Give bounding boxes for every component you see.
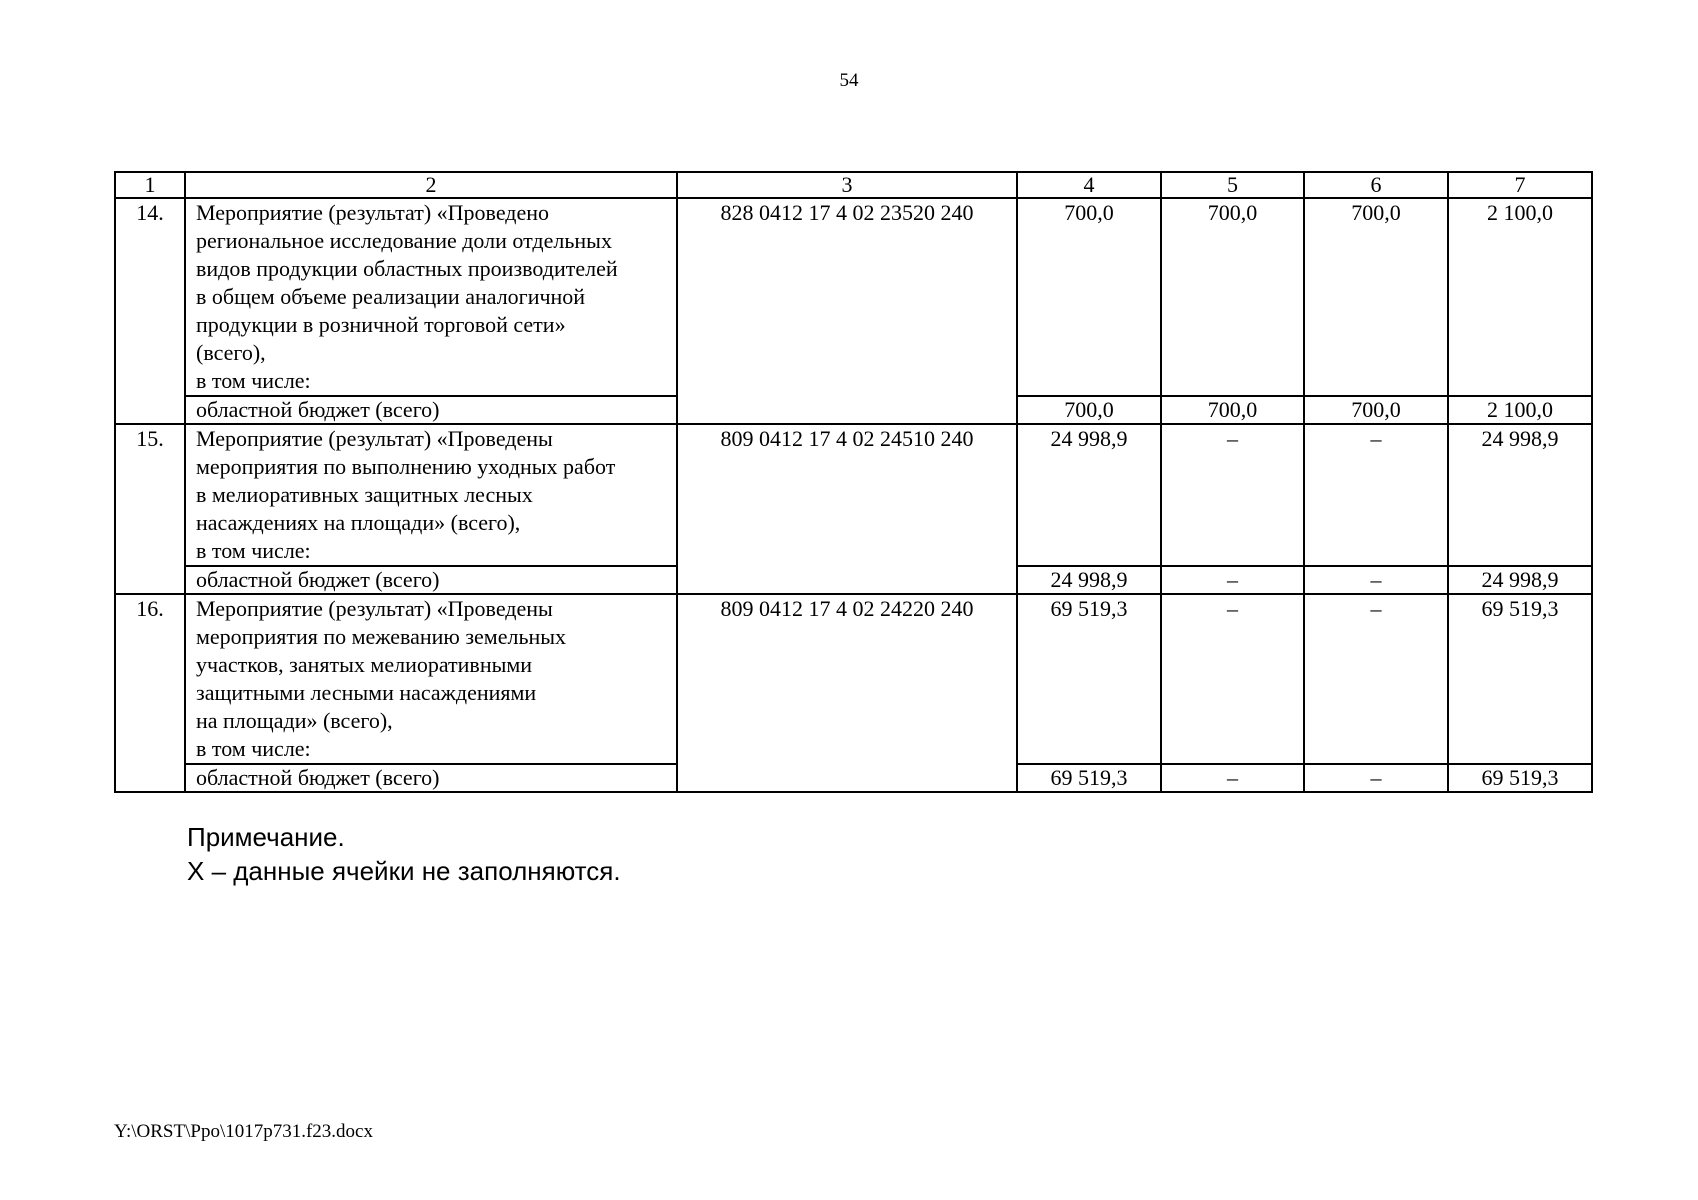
subvalue-col6: – xyxy=(1304,764,1448,792)
row-description xyxy=(185,198,677,396)
table-row xyxy=(115,198,1592,396)
table-header-row xyxy=(115,172,1592,198)
description-line: Мероприятие (результат) «Проведены xyxy=(196,426,553,451)
subrow-label: областной бюджет (всего) xyxy=(185,566,677,594)
value-col6: – xyxy=(1304,594,1448,764)
subrow-label: областной бюджет (всего) xyxy=(185,396,677,424)
description-line: защитными лесными насаждениями xyxy=(196,680,537,705)
value-col4: 69 519,3 xyxy=(1017,594,1161,764)
subvalue-col7: 24 998,9 xyxy=(1448,566,1592,594)
header-cell: 6 xyxy=(1304,172,1448,198)
description-line: (всего), xyxy=(196,340,266,365)
note-text: Х – данные ячейки не заполняются. xyxy=(187,856,621,886)
header-cell: 1 xyxy=(115,172,185,198)
description-line: на площади» (всего), xyxy=(196,708,393,733)
description-line: в общем объеме реализации аналогичной xyxy=(196,284,586,309)
subrow-label: областной бюджет (всего) xyxy=(185,764,677,792)
value-col4: 24 998,9 xyxy=(1017,424,1161,566)
value-col5: – xyxy=(1161,424,1304,566)
budget-code: 809 0412 17 4 02 24220 240 xyxy=(677,594,1017,792)
description-line: региональное исследование доли отдельных xyxy=(196,228,612,253)
description-line: продукции в розничной торговой сети» xyxy=(196,312,566,337)
footer-file-path: Y:\ORST\Ppo\1017p731.f23.docx xyxy=(114,1121,373,1142)
description-line: видов продукции областных производителей xyxy=(196,256,618,281)
budget-code: 828 0412 17 4 02 23520 240 xyxy=(677,198,1017,424)
description-line: в том числе: xyxy=(196,538,311,563)
subvalue-col5: – xyxy=(1161,566,1304,594)
budget-code: 809 0412 17 4 02 24510 240 xyxy=(677,424,1017,594)
header-cell: 2 xyxy=(185,172,677,198)
header-cell: 5 xyxy=(1161,172,1304,198)
budget-table xyxy=(114,171,1593,793)
subvalue-col6: 700,0 xyxy=(1304,396,1448,424)
description-line: Мероприятие (результат) «Проведено xyxy=(196,200,550,225)
header-cell: 4 xyxy=(1017,172,1161,198)
description-line: в мелиоративных защитных лесных xyxy=(196,482,533,507)
value-col6: 700,0 xyxy=(1304,198,1448,396)
row-number: 14. xyxy=(115,198,185,424)
row-description xyxy=(185,424,677,566)
subvalue-col4: 700,0 xyxy=(1017,396,1161,424)
value-col4: 700,0 xyxy=(1017,198,1161,396)
description-line: мероприятия по выполнению уходных работ xyxy=(196,454,616,479)
description-line: Мероприятие (результат) «Проведены xyxy=(196,596,553,621)
value-col6: – xyxy=(1304,424,1448,566)
description-line: участков, занятых мелиоративными xyxy=(196,652,533,677)
table-row xyxy=(115,424,1592,566)
subvalue-col5: 700,0 xyxy=(1161,396,1304,424)
subvalue-col7: 2 100,0 xyxy=(1448,396,1592,424)
row-description xyxy=(185,594,677,764)
note-block xyxy=(187,820,621,888)
row-number: 16. xyxy=(115,594,185,792)
value-col5: – xyxy=(1161,594,1304,764)
subvalue-col7: 69 519,3 xyxy=(1448,764,1592,792)
row-number: 15. xyxy=(115,424,185,594)
subvalue-col6: – xyxy=(1304,566,1448,594)
page-number: 54 xyxy=(839,70,859,91)
value-col5: 700,0 xyxy=(1161,198,1304,396)
header-cell: 7 xyxy=(1448,172,1592,198)
subvalue-col4: 24 998,9 xyxy=(1017,566,1161,594)
description-line: насаждениях на площади» (всего), xyxy=(196,510,521,535)
subvalue-col5: – xyxy=(1161,764,1304,792)
description-line: в том числе: xyxy=(196,368,311,393)
value-col7: 24 998,9 xyxy=(1448,424,1592,566)
table-row xyxy=(115,594,1592,764)
header-cell: 3 xyxy=(677,172,1017,198)
note-title: Примечание. xyxy=(187,822,345,852)
value-col7: 2 100,0 xyxy=(1448,198,1592,396)
value-col7: 69 519,3 xyxy=(1448,594,1592,764)
description-line: мероприятия по межеванию земельных xyxy=(196,624,567,649)
subvalue-col4: 69 519,3 xyxy=(1017,764,1161,792)
description-line: в том числе: xyxy=(196,736,311,761)
